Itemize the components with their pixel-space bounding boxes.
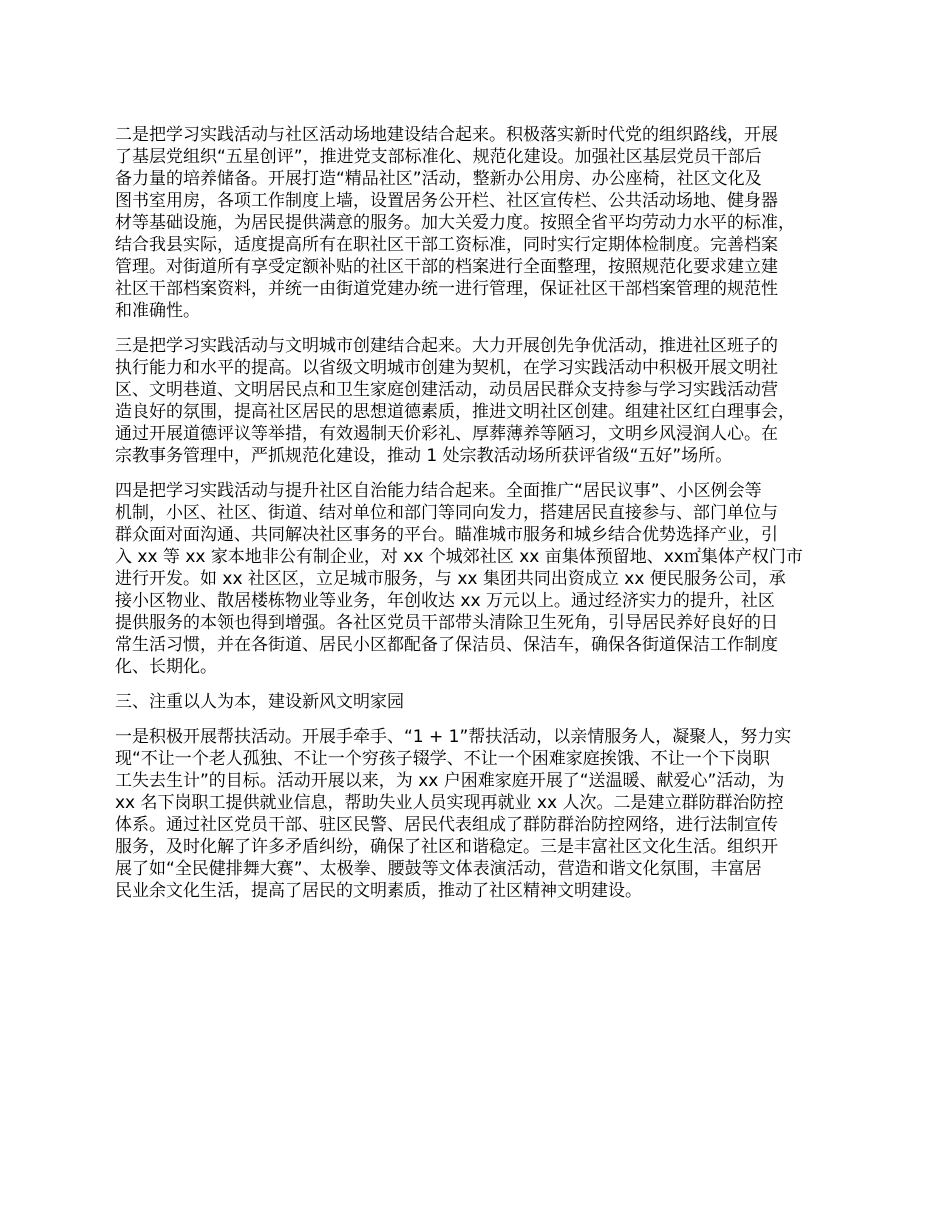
text-line: xx 名下岗职工提供就业信息，帮助失业人员实现再就业 xx 人次。二是建立群防群治防控 [115, 793, 784, 813]
text-line: 群众面对面沟通、共同解决社区事务的平台。瞄准城市服务和城乡结合优势选择产业，引 [115, 525, 778, 545]
text-line: 体系。通过社区党员干部、驻区民警、居民代表组成了群防群治防控网络，进行法制宣传 [115, 815, 778, 835]
text-line: 管理。对街道所有享受定额补贴的社区干部的档案进行全面整理，按照规范化要求建立建 [115, 257, 778, 277]
text-line: 三是把学习实践活动与文明城市创建结合起来。大力开展创先争优活动，推进社区班子的 [115, 336, 778, 356]
text-line: 图书室用房，各项工作制度上墙，设置居务公开栏、社区宣传栏、公共活动场地、健身器 [115, 191, 778, 211]
text-line: 机制，小区、社区、街道、结对单位和部门等同向发力，搭建居民直接参与、部门单位与 [115, 503, 778, 523]
text-line: 民业余文化生活，提高了居民的文明素质，推动了社区精神文明建设。 [115, 881, 642, 901]
text-line: 区、文明巷道、文明居民点和卫生家庭创建活动，动员居民群众支持参与学习实践活动营 [115, 380, 778, 400]
text-line: 通过开展道德评议等举措，有效遏制天价彩礼、厚葬薄养等陋习，文明乡风浸润人心。在 [115, 424, 778, 444]
text-line: 常生活习惯，并在各街道、居民小区都配备了保洁员、保洁车，确保各街道保洁工作制度 [115, 635, 778, 655]
text-line: 一是积极开展帮扶活动。开展手牵手、“1 + 1”帮扶活动，以亲情服务人，凝聚人，努力实 [115, 727, 792, 747]
paragraph [115, 124, 855, 322]
text-line: 结合我县实际，适度提高所有在职社区干部工资标准，同时实行定期体检制度。完善档案 [115, 235, 778, 255]
text-line: 服务，及时化解了许多矛盾纠纷，确保了社区和谐稳定。三是丰富社区文化生活。组织开 [115, 837, 778, 857]
paragraph [115, 335, 855, 467]
text-line: 宗教事务管理中，严抓规范化建设，推动 1 处宗教活动场所获评省级“五好”场所。 [115, 446, 733, 466]
text-line: 工失去生计”的目标。活动开展以来，为 xx 户困难家庭开展了“送温暖、献爱心”活动，为 [115, 771, 785, 791]
document-body [115, 124, 855, 915]
text-line: 三、注重以人为本，建设新风文明家园 [115, 692, 404, 712]
text-line: 四是把学习实践活动与提升社区自治能力结合起来。全面推广“居民议事”、小区例会等 [115, 481, 762, 501]
text-line: 提供服务的本领也得到增强。各社区党员干部带头清除卫生死角，引导居民养好良好的日 [115, 613, 778, 633]
text-line: 入 xx 等 xx 家本地非公有制企业，对 xx 个城郊社区 xx 亩集体预留地、xx㎡集体产权门市 [115, 547, 803, 567]
text-line: 造良好的氛围，提高社区居民的思想道德素质，推进文明社区创建。组建社区红白理事会， [115, 402, 795, 422]
text-line: 材等基础设施，为居民提供满意的服务。加大关爱力度。按照全省平均劳动力水平的标准， [115, 213, 795, 233]
paragraph [115, 691, 855, 713]
text-line: 了基层党组织“五星创评”，推进党支部标准化、规范化建设。加强社区基层党员干部后 [115, 147, 762, 167]
text-line: 进行开发。如 xx 社区区，立足城市服务，与 xx 集团共同出资成立 xx 便民服务公司，承 [115, 569, 786, 589]
paragraph [115, 726, 855, 902]
text-line: 和准确性。 [115, 301, 200, 321]
text-line: 接小区物业、散居楼栋物业等业务，年创收达 xx 万元以上。通过经济实力的提升，社区 [115, 591, 775, 611]
text-line: 备力量的培养储备。开展打造“精品社区”活动，整新办公用房、办公座椅，社区文化及 [115, 169, 762, 189]
text-line: 执行能力和水平的提高。以省级文明城市创建为契机，在学习实践活动中积极开展文明社 [115, 358, 778, 378]
text-line: 社区干部档案资料，并统一由街道党建办统一进行管理，保证社区干部档案管理的规范性 [115, 279, 778, 299]
paragraph [115, 480, 855, 678]
text-line: 化、长期化。 [115, 657, 217, 677]
text-line: 现“不让一个老人孤独、不让一个穷孩子辍学、不让一个困难家庭挨饿、不让一个下岗职 [115, 749, 770, 769]
text-line: 二是把学习实践活动与社区活动场地建设结合起来。积极落实新时代党的组织路线，开展 [115, 125, 778, 145]
text-line: 展了如“全民健排舞大赛”、太极拳、腰鼓等文体表演活动，营造和谐文化氛围，丰富居 [115, 859, 762, 879]
